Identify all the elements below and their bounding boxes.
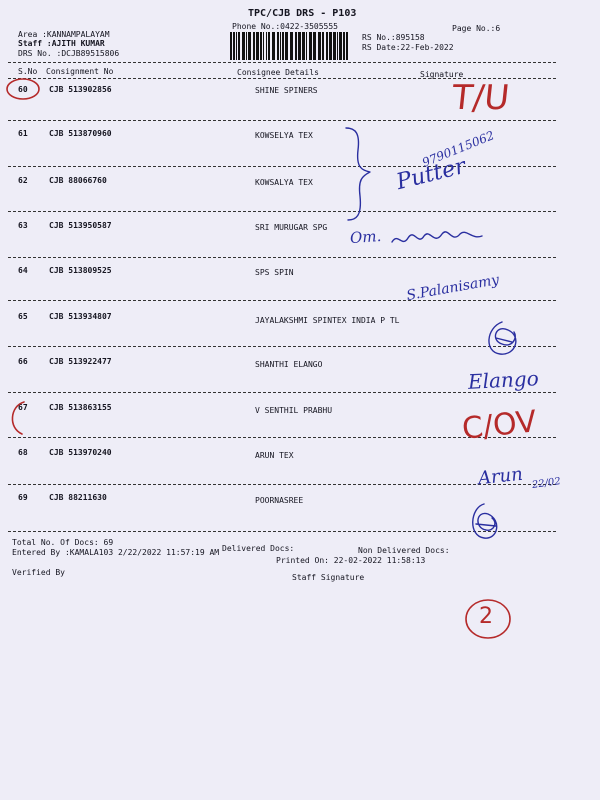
row-divider <box>8 166 556 167</box>
row-consignee: ARUN TEX <box>255 451 294 460</box>
signature-65 <box>478 318 528 360</box>
signature-68: Arun <box>477 463 524 490</box>
header-rule-top <box>8 62 556 63</box>
row-consignment: CJB 513902856 <box>49 85 112 94</box>
signature-64: S.Palanisamy <box>405 271 501 305</box>
total-docs: Total No. Of Docs: 69 <box>12 538 114 547</box>
row-consignment: CJB 88211630 <box>49 493 107 502</box>
row-sno: 68 <box>18 448 28 457</box>
row-consignee: POORNASREE <box>255 496 304 505</box>
row-consignee: SHINE SPINERS <box>255 86 318 95</box>
barcode-image <box>229 32 351 60</box>
row-consignee: KOWSALYA TEX <box>255 178 313 187</box>
page-number: Page No.:6 <box>452 24 501 33</box>
column-signature: Signature <box>420 70 464 79</box>
row-divider <box>8 484 556 485</box>
row-sno: 66 <box>18 357 28 366</box>
red-bracket-mark <box>2 398 32 438</box>
row-consignment: CJB 513870960 <box>49 129 112 138</box>
row-divider <box>8 300 556 301</box>
row-sno: 60 <box>18 85 28 94</box>
delivered-docs: Delivered Docs: <box>222 544 295 553</box>
row-divider <box>8 211 556 212</box>
row-consignment: CJB 513922477 <box>49 357 112 366</box>
printed-on: Printed On: 22-02-2022 11:58:13 <box>276 556 426 565</box>
phone-62: 9790115062 <box>420 128 497 170</box>
row-consignment: CJB 513809525 <box>49 266 112 275</box>
signature-63: Om. <box>349 226 382 248</box>
row-consignee: JAYALAKSHMI SPINTEX INDIA P TL <box>255 316 400 325</box>
row-sno: 63 <box>18 221 28 230</box>
row-consignment: CJB 88066760 <box>49 176 107 185</box>
entered-by: Entered By :KAMALA103 2/22/2022 11:57:19 AM <box>12 548 220 557</box>
row-consignee: V SENTHIL PRABHU <box>255 406 333 415</box>
signature-67: C/OV <box>460 404 539 447</box>
row-divider <box>8 346 556 347</box>
signature-60: T/U <box>449 78 512 118</box>
brace-mark <box>340 124 380 224</box>
row-divider <box>8 257 556 258</box>
signature-62: Putter <box>394 153 469 196</box>
row-consignee: KOWSELYA TEX <box>255 131 313 140</box>
row-consignee: SPS SPIN <box>255 268 294 277</box>
drs-number: DRS No. :DCJB89515806 <box>18 49 120 58</box>
staff-label: Staff :AJITH KUMAR <box>18 39 105 48</box>
signature-63-scribble <box>388 224 488 254</box>
row-sno: 67 <box>18 403 28 412</box>
signature-66: Elango <box>467 366 540 394</box>
row-sno: 69 <box>18 493 28 502</box>
row-consignment: CJB 513970240 <box>49 448 112 457</box>
rs-number: RS No.:895158 <box>362 33 425 42</box>
row-sno: 62 <box>18 176 28 185</box>
row-sno: 61 <box>18 129 28 138</box>
row-sno: 65 <box>18 312 28 321</box>
signature-68-date: 22/02 <box>531 476 562 491</box>
non-delivered-docs: Non Delivered Docs: <box>358 546 450 555</box>
phone-number: Phone No.:0422-3505555 <box>232 22 338 31</box>
red-page-number: 2 <box>479 604 493 629</box>
row-consignee: SRI MURUGAR SPG <box>255 223 328 232</box>
area-label: Area :KANNAMPALAYAM <box>18 30 110 39</box>
row-consignment: CJB 513950587 <box>49 221 112 230</box>
row-sno: 64 <box>18 266 28 275</box>
staff-signature: Staff Signature <box>292 573 365 582</box>
red-circle-mark <box>4 76 44 102</box>
report-title: TPC/CJB DRS - P103 <box>248 8 357 19</box>
verified-by: Verified By <box>12 568 65 577</box>
row-consignment: CJB 513863155 <box>49 403 112 412</box>
column-consignment: Consignment No <box>46 67 114 76</box>
row-consignment: CJB 513934807 <box>49 312 112 321</box>
signature-69 <box>462 500 506 544</box>
row-consignee: SHANTHI ELANGO <box>255 360 323 369</box>
row-divider <box>8 120 556 121</box>
column-sno: S.No <box>18 67 38 76</box>
column-consignee: Consignee Details <box>237 68 319 77</box>
rs-date: RS Date:22-Feb-2022 <box>362 43 454 52</box>
